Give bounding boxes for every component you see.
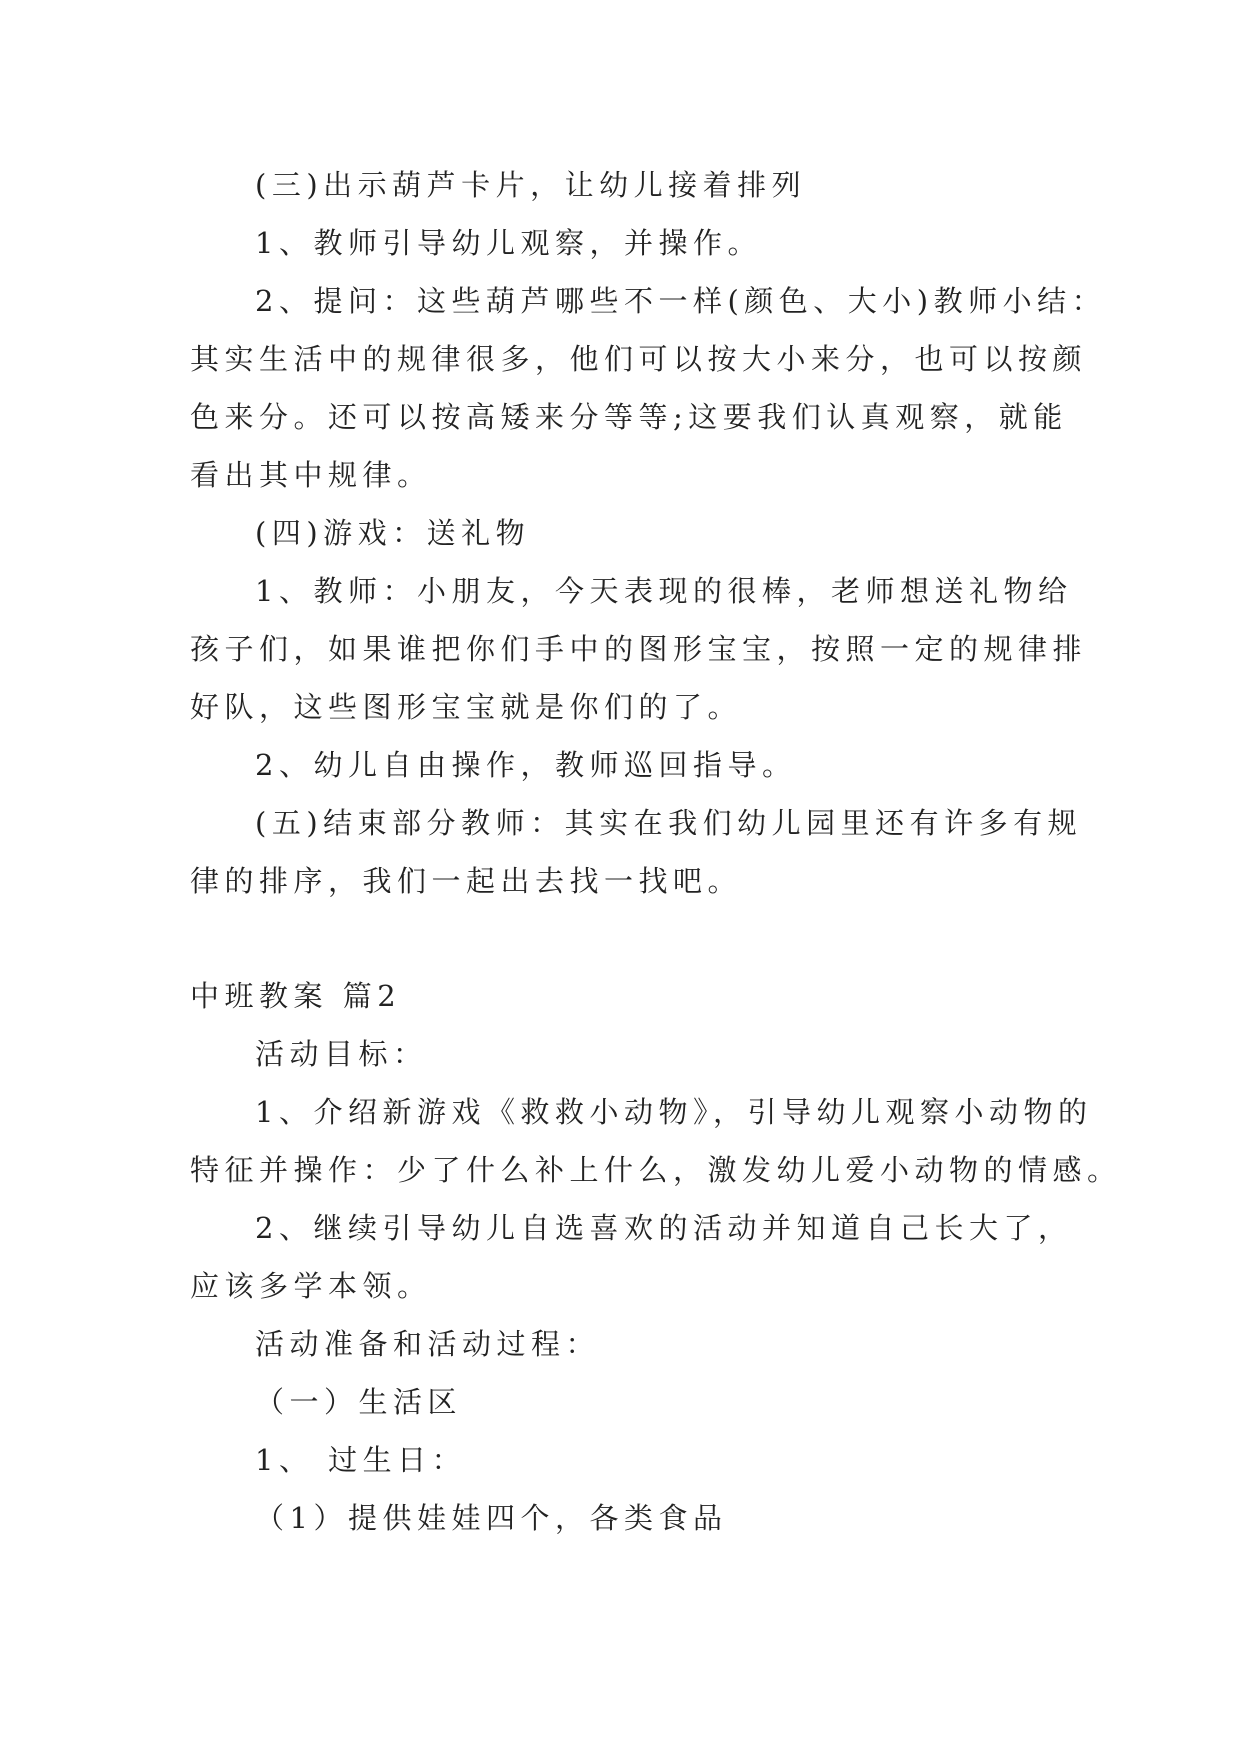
- paragraph-line: 活动目标：: [255, 1037, 428, 1071]
- section-heading: 中班教案 篇2: [190, 979, 402, 1013]
- paragraph-line: （一）生活区: [255, 1385, 463, 1419]
- paragraph-line: 活动准备和活动过程：: [255, 1327, 601, 1361]
- paragraph-line: 2、提问：这些葫芦哪些不一样(颜色、大小)教师小结：: [255, 284, 1107, 318]
- paragraph-line: 色来分。还可以按高矮来分等等;这要我们认真观察，就能: [190, 400, 1068, 434]
- paragraph-line: 1、 过生日：: [255, 1443, 467, 1477]
- paragraph-line: 特征并操作：少了什么补上什么，激发幼儿爱小动物的情感。: [190, 1153, 1122, 1187]
- paragraph-line: 1、介绍新游戏《救救小动物》，引导幼儿观察小动物的: [255, 1095, 1093, 1129]
- paragraph-line: 2、幼儿自由操作，教师巡回指导。: [255, 748, 797, 782]
- paragraph-line: 1、教师引导幼儿观察，并操作。: [255, 226, 762, 260]
- paragraph-line: 其实生活中的规律很多，他们可以按大小来分，也可以按颜: [190, 342, 1088, 376]
- paragraph-line: (三)出示葫芦卡片，让幼儿接着排列: [255, 168, 807, 202]
- paragraph-line: （1）提供娃娃四个，各类食品: [255, 1501, 728, 1535]
- paragraph-line: 2、继续引导幼儿自选喜欢的活动并知道自己长大了，: [255, 1211, 1073, 1245]
- paragraph-line: 孩子们，如果谁把你们手中的图形宝宝，按照一定的规律排: [190, 632, 1088, 666]
- paragraph-line: 律的排序，我们一起出去找一找吧。: [190, 864, 743, 898]
- paragraph-line: 好队，这些图形宝宝就是你们的了。: [190, 690, 743, 724]
- paragraph-line: 看出其中规律。: [190, 458, 432, 492]
- paragraph-line: (四)游戏：送礼物: [255, 516, 531, 550]
- paragraph-line: (五)结束部分教师：其实在我们幼儿园里还有许多有规: [255, 806, 1083, 840]
- paragraph-line: 1、教师：小朋友，今天表现的很棒，老师想送礼物给: [255, 574, 1073, 608]
- paragraph-line: 应该多学本领。: [190, 1269, 432, 1303]
